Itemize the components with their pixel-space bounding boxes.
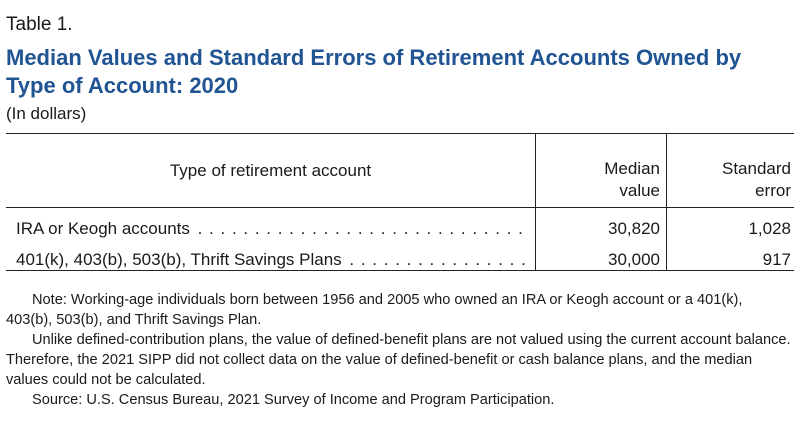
- header-median-line2: value: [619, 181, 660, 200]
- header-account-type: Type of retirement account: [169, 161, 372, 180]
- table-row-label: 401(k), 403(b), 503(b), Thrift Savings Plans . . .: [16, 249, 528, 271]
- source-text: Source: U.S. Census Bureau, 2021 Survey of Income and Program Participation.: [32, 392, 555, 408]
- table-title: Median Values and Standard Errors of Retirement Accounts Owned by Type of Account: 2020: [6, 45, 742, 98]
- table-notes: [6, 290, 792, 410]
- header-divider: [6, 207, 794, 208]
- header-se-line1: Standard: [722, 159, 791, 178]
- header-median-value: [536, 158, 660, 202]
- units-note: (In dollars): [6, 104, 87, 123]
- table-cell-median: 30,000: [608, 250, 660, 269]
- table-top-rule: [6, 133, 794, 134]
- table-row-label: IRA or Keogh accounts . . .: [16, 218, 528, 240]
- header-se-line2: error: [755, 181, 791, 200]
- header-standard-error: [667, 158, 791, 202]
- header-median-line1: Median: [604, 159, 660, 178]
- table-cell-se: 1,028: [748, 219, 791, 238]
- note-text: Note: Working-age individuals born between 1956 and 2005 who owned an IRA or Keogh account or a 401(k), 403(b), 503(b), and Thrift Savings Plan.: [6, 292, 743, 328]
- table-label: Table 1.: [6, 14, 73, 35]
- table-cell-median: 30,820: [608, 219, 660, 238]
- table-cell-se: 917: [762, 250, 791, 269]
- note-text: Unlike defined-contribution plans, the value of defined-benefit plans are not valued using the current account balance. Therefore, the 2021 SIPP did not collect data on the value of defined-benefit or cash balance plans, and the median values could not be calculated.: [6, 332, 791, 388]
